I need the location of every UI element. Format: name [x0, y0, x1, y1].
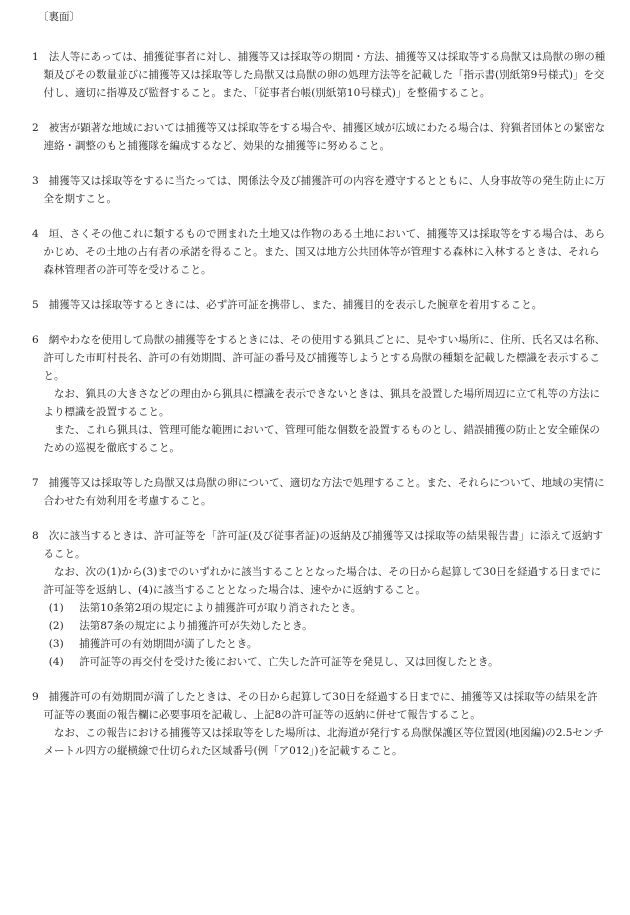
item-number: 1 — [32, 51, 39, 63]
item-number: 5 — [32, 299, 39, 311]
item-continuation-paragraph: なお、この報告における捕獲等又は採取等をした場所は、北海道が発行する鳥獣保護区等位置図(地図編)の2.5センチメートル四方の縦横線で仕切られた区域番号(例「ア012」)を記載すること。 — [43, 727, 604, 757]
item-first-paragraph — [32, 172, 606, 208]
item-first-paragraph — [32, 48, 606, 102]
sub-item-label: (3) — [48, 638, 64, 650]
sub-item-label: (1) — [48, 602, 64, 614]
list-item — [32, 296, 606, 314]
list-item — [32, 527, 606, 671]
item-text: 法人等にあっては、捕獲従事者に対し、捕獲等又は採取等の期間・方法、捕獲等又は採取等する鳥獣又は鳥獣の卵の種類及びその数量並びに捕獲等又は採取等した鳥獣又は鳥獣の卵の処理方法等を記載した「指示書(別紙第9号様式)」を交付し、適切に指導及び監督すること。また、「従事者台帳(別紙第10号様式)」を整備すること。 — [43, 51, 606, 99]
item-continuation-paragraph: また、これら猟具は、管理可能な範囲において、管理可能な個数を設置するものとし、錯誤捕獲の防止と安全確保のための巡視を徹底すること。 — [43, 424, 600, 454]
item-number: 3 — [32, 175, 39, 187]
page-header: 〔裏面〕 — [38, 11, 80, 23]
item-first-paragraph — [32, 527, 606, 563]
item-first-paragraph — [32, 688, 606, 724]
item-number: 6 — [32, 334, 39, 346]
item-text: 次に該当するときは、許可証等を「許可証(及び従事者証)の返納及び捕獲等又は採取等の結果報告書」に添えて返納すること。 — [43, 530, 603, 560]
item-text: 垣、さくその他これに類するもので囲まれた土地又は作物のある土地において、捕獲等又は採取等をする場合は、あらかじめ、その土地の占有者の承諾を得ること。また、国又は地方公共団体等が管理する森林に入林するときは、それら森林管理者の許可等を受けること。 — [43, 228, 606, 276]
item-text: 被害が顕著な地域においては捕獲等又は採取等をする場合や、捕獲区域が広域にわたる場合は、狩猟者団体との緊密な連絡・調整のもと捕獲隊を編成するなど、効果的な捕獲等に努めること。 — [43, 122, 606, 152]
sub-item — [44, 635, 606, 653]
sub-item — [44, 653, 606, 671]
item-text: 捕獲許可の有効期間が満了したときは、その日から起算して30日を経過する日までに、捕獲等又は採取等の結果を許可証等の裏面の報告欄に必要事項を記載し、上記8の許可証等の返納に併せて報告すること。 — [43, 691, 598, 721]
item-text: 捕獲等又は採取等した鳥獣又は鳥獣の卵について、適切な方法で処理すること。また、それらについて、地域の実情に合わせた有効利用を考慮すること。 — [43, 477, 605, 507]
item-first-paragraph — [32, 296, 606, 314]
list-item — [32, 119, 606, 155]
item-number: 9 — [32, 691, 39, 703]
sub-item-text: 許可証等の再交付を受けた後において、亡失した許可証等を発見し、又は回復したとき。 — [79, 656, 499, 668]
item-first-paragraph — [32, 331, 606, 385]
item-first-paragraph — [32, 119, 606, 155]
sub-item — [44, 617, 606, 635]
list-item — [32, 331, 606, 457]
item-number: 2 — [32, 122, 39, 134]
item-number: 7 — [32, 477, 39, 489]
list-item — [32, 172, 606, 208]
item-number: 4 — [32, 228, 39, 240]
item-first-paragraph — [32, 225, 606, 279]
list-item — [32, 474, 606, 510]
item-text: 網やわなを使用して鳥獣の捕獲等をするときには、その使用する猟具ごとに、見やすい場所に、住所、氏名又は名称、許可した市町村長名、許可の有効期間、許可証の番号及び捕獲等しようとする鳥獣の種類を記載した標識を表示すること。 — [43, 334, 606, 382]
item-list — [32, 48, 606, 760]
sub-item-label: (2) — [48, 620, 64, 632]
item-continuation-paragraph: なお、次の(1)から(3)までのいずれかに該当することとなった場合は、その日から起算して30日を経過する日までに許可証等を返納し、(4)に該当することとなった場合は、速やかに返納すること。 — [43, 566, 602, 596]
item-first-paragraph — [32, 474, 606, 510]
sub-item-text: 法第10条第2項の規定により捕獲許可が取り消されたとき。 — [79, 602, 362, 614]
list-item — [32, 688, 606, 760]
item-text: 捕獲等又は採取等するときには、必ず許可証を携帯し、また、捕獲目的を表示した腕章を着用すること。 — [48, 299, 543, 311]
sub-item-text: 捕獲許可の有効期間が満了したとき。 — [79, 638, 258, 650]
sub-list — [32, 599, 606, 671]
sub-item-label: (4) — [48, 656, 64, 668]
list-item — [32, 225, 606, 279]
list-item — [32, 48, 606, 102]
sub-item — [44, 599, 606, 617]
item-text: 捕獲等又は採取等をするに当たっては、関係法令及び捕獲許可の内容を遵守するとともに、人身事故等の発生防止に万全を期すこと。 — [43, 175, 606, 205]
item-number: 8 — [32, 530, 39, 542]
sub-item-text: 法第87条の規定により捕獲許可が失効したとき。 — [79, 620, 313, 632]
item-continuation-paragraph: なお、猟具の大きさなどの理由から猟具に標識を表示できないときは、猟具を設置した場所周辺に立て札等の方法により標識を設置すること。 — [43, 388, 601, 418]
